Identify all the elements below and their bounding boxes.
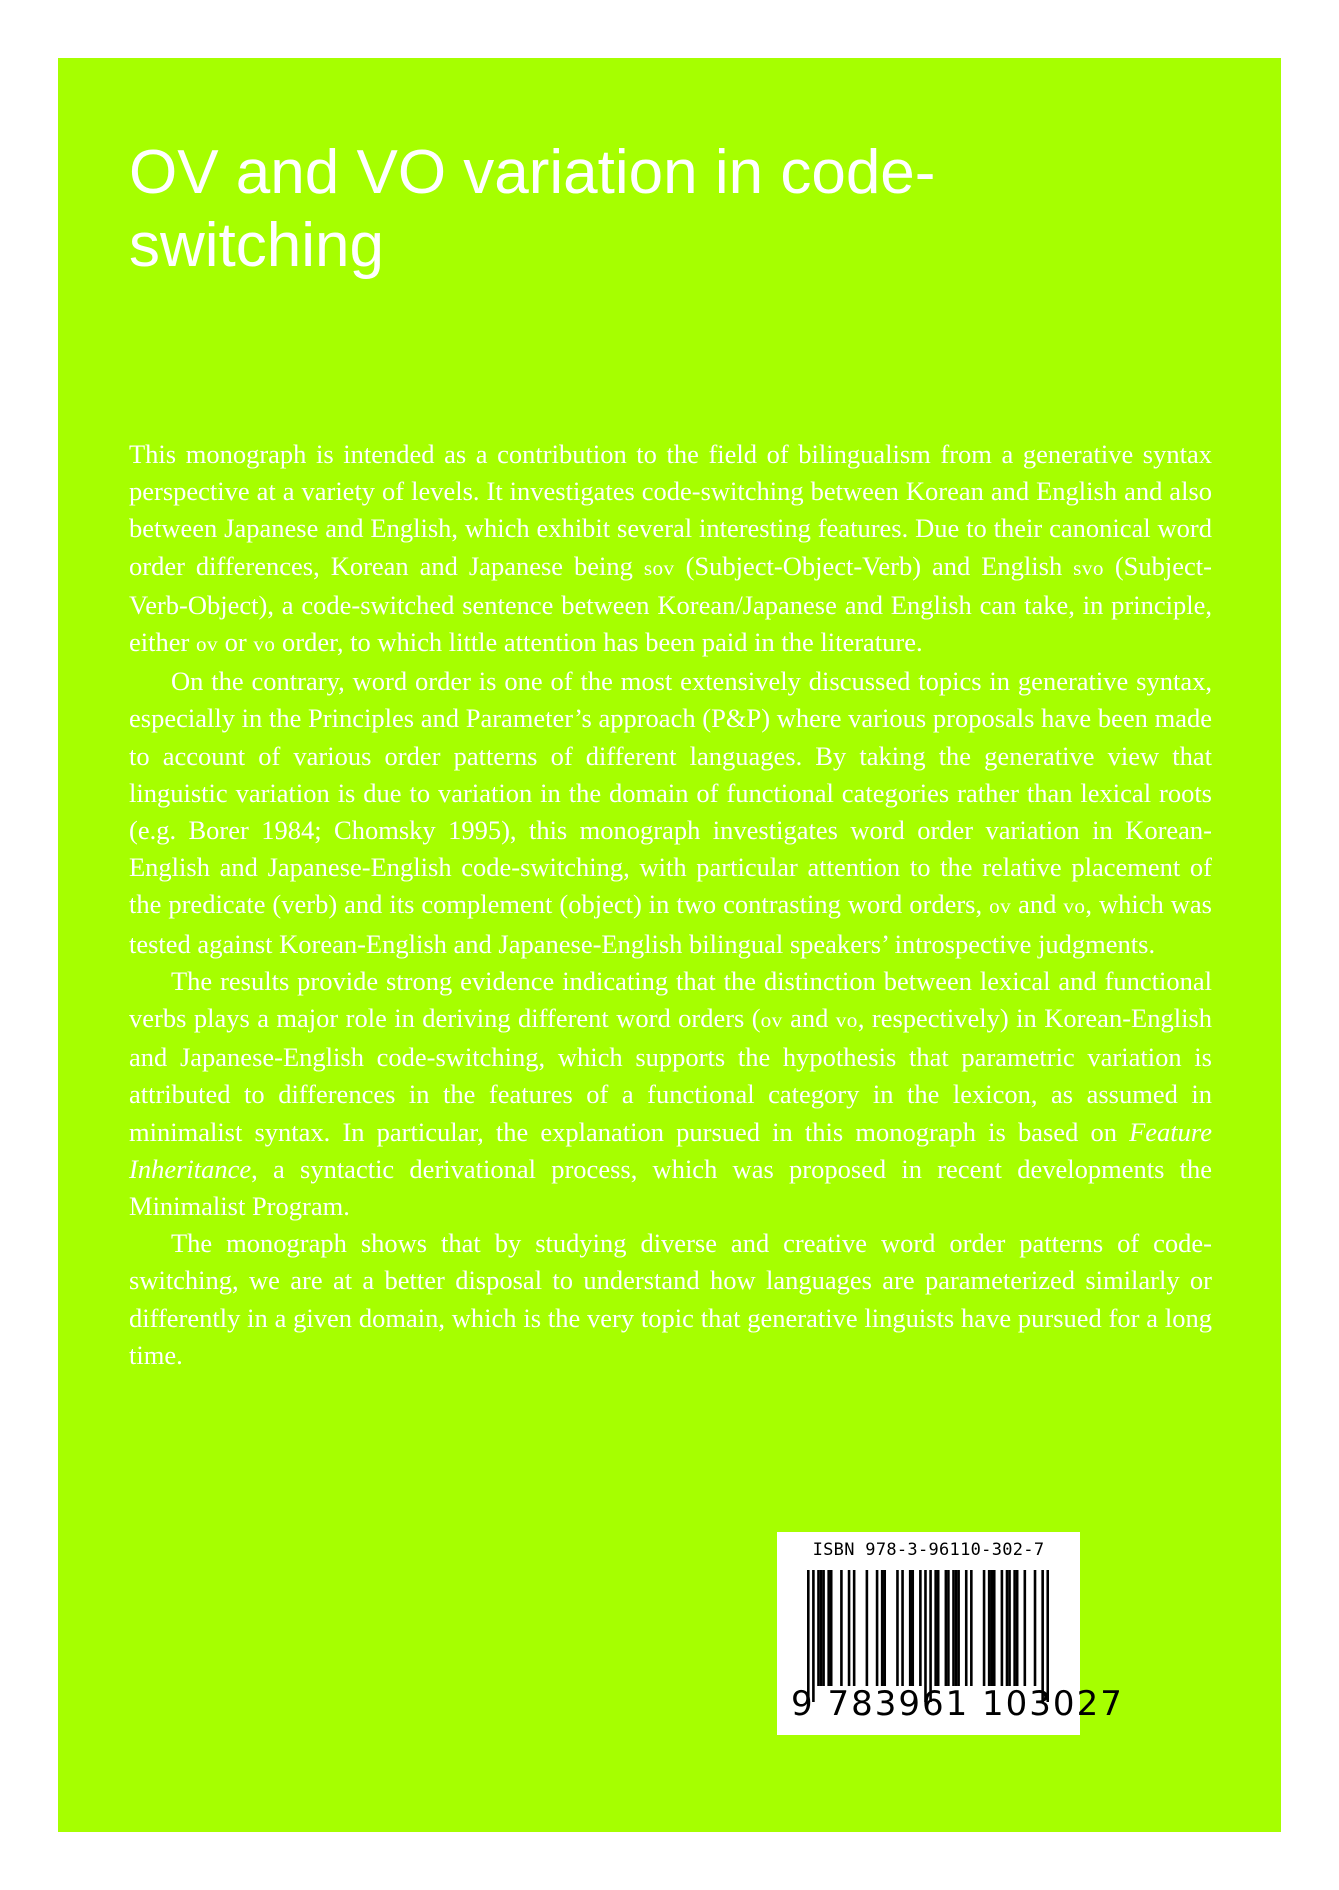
barcode-bar bbox=[924, 1570, 927, 1702]
barcode-bar bbox=[965, 1570, 968, 1686]
barcode-bar bbox=[934, 1570, 937, 1686]
barcode-bar bbox=[827, 1570, 830, 1686]
barcode-bar bbox=[952, 1570, 955, 1686]
barcode-bar bbox=[817, 1570, 820, 1686]
abbr-svo: svo bbox=[1073, 555, 1104, 580]
barcode-bar bbox=[830, 1570, 833, 1686]
barcode-bar bbox=[947, 1570, 950, 1686]
abbr-sov: sov bbox=[643, 555, 675, 580]
barcode-bar bbox=[1013, 1570, 1016, 1686]
barcode-bar bbox=[988, 1570, 991, 1686]
barcode-bar bbox=[1001, 1570, 1004, 1686]
barcode-bar bbox=[1008, 1570, 1011, 1686]
abbr-vo: vo bbox=[253, 632, 276, 657]
barcode-bar bbox=[937, 1570, 940, 1686]
blurb-paragraph-2: On the contrary, word order is one of the most extensively discussed topics in generative syntax, especially in the Principles and Parameter’s approach (P&P) where various proposals have been made to account of various order patterns of different languages. By taking the generative view that linguistic variation is due to variation in the domain of functional categories rather than lexical roots (e.g. Borer 1984; Chomsky 1995), this monograph investigates word order variation in Korean-English and Japanese-English code-switching, with particular attention to the relative placement of the predicate (verb) and its complement (object) in two contrasting word orders, ov and vo, which was tested against Korean-English and Japanese-English bilingual speakers’ introspective judgments. bbox=[129, 666, 1212, 959]
isbn-label: ISBN 978-3-96110-302-7 bbox=[812, 1540, 1045, 1560]
barcode-bar bbox=[896, 1570, 899, 1686]
abbr-ov: ov bbox=[760, 1008, 783, 1033]
barcode-bar bbox=[945, 1570, 948, 1686]
blurb-paragraph-4: The monograph shows that by studying diverse and creative word order patterns of code-switching, we are at a better disposal to understand how languages are parameterized similarly or differently in a given domain, which is the very topic that generative linguists have pursued for a long time. bbox=[129, 1228, 1212, 1370]
barcode-bar bbox=[840, 1570, 843, 1686]
barcode-bar bbox=[957, 1570, 960, 1686]
book-title: OV and VO variation in code-switching bbox=[129, 138, 936, 281]
barcode-bar bbox=[909, 1570, 912, 1686]
barcode-bar bbox=[990, 1570, 993, 1686]
back-cover-blurb bbox=[129, 436, 1212, 1374]
barcode-bar bbox=[807, 1570, 810, 1702]
barcode-bar bbox=[881, 1570, 884, 1686]
barcode-bar bbox=[820, 1570, 823, 1686]
barcode-bars bbox=[807, 1570, 1049, 1702]
barcode-bar bbox=[853, 1570, 856, 1686]
isbn-barcode-block bbox=[777, 1532, 1124, 1735]
barcode-bar bbox=[812, 1570, 815, 1702]
barcode-bar bbox=[1006, 1570, 1009, 1686]
barcode-bar bbox=[983, 1570, 986, 1686]
barcode-bar bbox=[883, 1570, 886, 1686]
barcode-bar bbox=[993, 1570, 996, 1686]
barcode-bar bbox=[1024, 1570, 1027, 1686]
blurb-paragraph-1: This monograph is intended as a contribution to the field of bilingualism from a generative syntax perspective at a variety of levels. It investigates code-switching between Korean and English and also between Japanese and English, which exhibit several interesting features. Due to their canonical word order differences, Korean and Japanese being sov (Subject-Object-Verb) and English svo (Subject-Verb-Object), a code-switched sentence between Korean/Japanese and English can take, in principle, either ov or vo order, to which little attention has been paid in the literature. bbox=[129, 439, 1212, 658]
barcode-bar bbox=[1041, 1570, 1044, 1702]
barcode-bar bbox=[929, 1570, 932, 1702]
abbr-vo: vo bbox=[835, 1008, 858, 1033]
abbr-vo: vo bbox=[1063, 894, 1086, 919]
barcode-bar bbox=[1016, 1570, 1019, 1686]
emphasis-feature-inheritance: Feature Inheritance bbox=[129, 1116, 1212, 1184]
barcode-bar bbox=[1046, 1570, 1049, 1702]
barcode-bar bbox=[822, 1570, 825, 1686]
barcode-bar bbox=[866, 1570, 869, 1686]
barcode-bar bbox=[970, 1570, 973, 1686]
barcode-bar bbox=[919, 1570, 922, 1686]
abbr-ov: ov bbox=[989, 894, 1012, 919]
barcode-bar bbox=[901, 1570, 904, 1686]
barcode-bar bbox=[876, 1570, 879, 1686]
barcode-bar bbox=[955, 1570, 958, 1686]
abbr-ov: ov bbox=[195, 632, 218, 657]
back-cover bbox=[58, 58, 1281, 1832]
barcode-bar bbox=[1034, 1570, 1037, 1686]
ean-digits: 9 783961 103027 bbox=[791, 1684, 1124, 1724]
barcode-bar bbox=[911, 1570, 914, 1686]
blurb-paragraph-3: The results provide strong evidence indicating that the distinction between lexical and functional verbs plays a major role in deriving different word orders (ov and vo, respectively) in Korean-English and Japanese-English code-switching, which supports the hypothesis that parametric variation is attributed to differences in the features of a functional category in the lexicon, as assumed in minimalist syntax. In particular, the explanation pursued in this monograph is based on Feature Inheritance, a syntactic derivational process, which was proposed in recent developments the Minimalist Program. bbox=[129, 965, 1212, 1222]
barcode-bar bbox=[848, 1570, 851, 1686]
